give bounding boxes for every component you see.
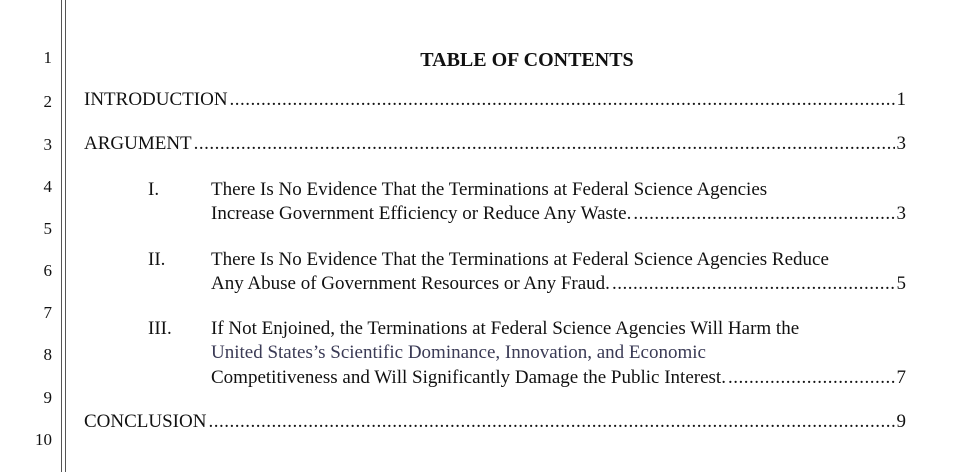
toc-entry-argument[interactable] — [84, 132, 906, 156]
toc-entry-conclusion[interactable] — [84, 410, 906, 434]
toc-entry-sub2-line2[interactable] — [211, 272, 906, 296]
toc-numeral: III. — [148, 318, 172, 339]
line-number: 8 — [43, 345, 52, 364]
toc-entry-label: Competitiveness and Will Significantly Damage the Public Interest. — [211, 367, 726, 388]
toc-entry-sub3-line1[interactable]: If Not Enjoined, the Terminations at Federal Science Agencies Will Harm the — [211, 318, 800, 339]
page-title: TABLE OF CONTENTS — [420, 49, 634, 71]
dot-leader — [208, 410, 894, 434]
line-number: 3 — [43, 135, 52, 154]
dot-leader — [728, 366, 895, 390]
toc-entry-sub2-line1[interactable]: There Is No Evidence That the Terminations at Federal Science Agencies Reduce — [211, 249, 829, 270]
dot-leader — [194, 132, 895, 156]
toc-page-number: 1 — [896, 89, 906, 110]
line-number: 4 — [43, 177, 52, 196]
toc-numeral: II. — [148, 249, 166, 270]
line-number: 1 — [43, 48, 52, 67]
toc-entry-label: CONCLUSION — [84, 411, 207, 432]
toc-page-number: 5 — [896, 273, 906, 294]
line-number: 7 — [43, 303, 52, 322]
dot-leader — [633, 202, 894, 226]
toc-page-number: 3 — [896, 133, 906, 154]
toc-page-number: 3 — [896, 203, 906, 224]
line-number: 2 — [43, 92, 52, 111]
toc-entry-label: ARGUMENT — [84, 133, 192, 154]
toc-page-number: 9 — [896, 411, 906, 432]
toc-entry-sub1-line1[interactable]: There Is No Evidence That the Terminations at Federal Science Agencies — [211, 179, 768, 200]
line-number: 10 — [35, 430, 52, 449]
line-number: 9 — [43, 388, 52, 407]
toc-numeral: I. — [148, 179, 160, 200]
toc-entry-sub3-line2[interactable]: United States’s Scientific Dominance, Innovation, and Economic — [211, 342, 706, 363]
toc-entry-sub1-line2[interactable] — [211, 202, 906, 226]
toc-page-number: 7 — [896, 367, 906, 388]
toc-entry-label: Any Abuse of Government Resources or Any Fraud. — [211, 273, 610, 294]
dot-leader — [230, 88, 895, 112]
toc-entry-label: Increase Government Efficiency or Reduce Any Waste. — [211, 203, 632, 224]
line-number: 5 — [43, 219, 52, 238]
line-number: 6 — [43, 261, 52, 280]
toc-entry-sub3-line3[interactable] — [211, 366, 906, 390]
toc-entry-introduction[interactable] — [84, 88, 906, 112]
toc-entry-label: INTRODUCTION — [84, 89, 228, 110]
dot-leader — [612, 272, 895, 296]
